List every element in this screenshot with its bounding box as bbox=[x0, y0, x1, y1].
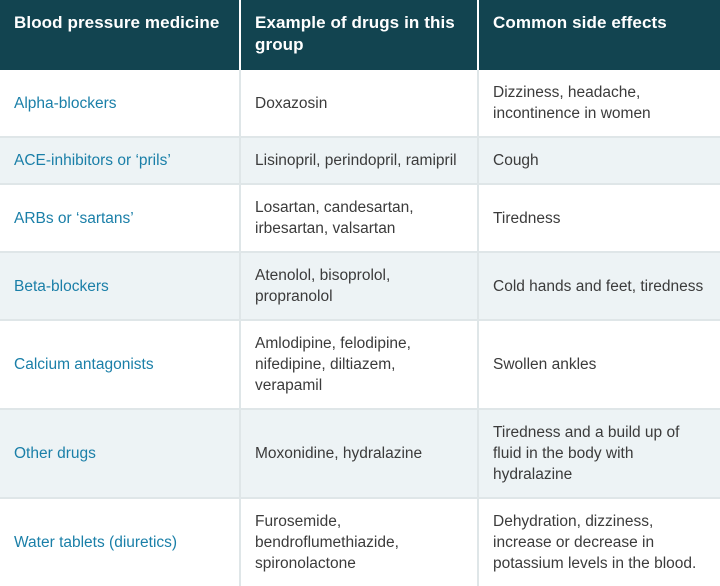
cell-examples: Doxazosin bbox=[240, 70, 478, 137]
cell-side-effects: Cold hands and feet, tiredness bbox=[478, 252, 720, 320]
table-row bbox=[0, 137, 720, 184]
cell-examples: Atenolol, bisoprolol, propranolol bbox=[240, 252, 478, 320]
cell-examples: Furosemide, bendroflumethiazide, spironolactone bbox=[240, 498, 478, 586]
cell-medicine: Beta-blockers bbox=[0, 252, 240, 320]
cell-side-effects: Dizziness, headache, incontinence in women bbox=[478, 70, 720, 137]
table-row bbox=[0, 184, 720, 252]
cell-side-effects: Swollen ankles bbox=[478, 320, 720, 409]
cell-examples: Losartan, candesartan, irbesartan, valsartan bbox=[240, 184, 478, 252]
column-header-medicine: Blood pressure medicine bbox=[0, 0, 240, 70]
table-row bbox=[0, 70, 720, 137]
cell-medicine: Water tablets (diuretics) bbox=[0, 498, 240, 586]
cell-medicine: ARBs or ‘sartans’ bbox=[0, 184, 240, 252]
cell-medicine: Other drugs bbox=[0, 409, 240, 498]
cell-side-effects: Tiredness and a build up of fluid in the body with hydralazine bbox=[478, 409, 720, 498]
table-body bbox=[0, 70, 720, 586]
cell-medicine: ACE-inhibitors or ‘prils’ bbox=[0, 137, 240, 184]
table-row bbox=[0, 498, 720, 586]
table-row bbox=[0, 320, 720, 409]
cell-side-effects: Cough bbox=[478, 137, 720, 184]
table-row bbox=[0, 252, 720, 320]
cell-examples: Amlodipine, felodipine, nifedipine, diltiazem, verapamil bbox=[240, 320, 478, 409]
cell-medicine: Alpha-blockers bbox=[0, 70, 240, 137]
column-header-examples: Example of drugs in this group bbox=[240, 0, 478, 70]
cell-side-effects: Tiredness bbox=[478, 184, 720, 252]
cell-side-effects: Dehydration, dizziness, increase or decrease in potassium levels in the blood. bbox=[478, 498, 720, 586]
cell-examples: Lisinopril, perindopril, ramipril bbox=[240, 137, 478, 184]
column-header-side-effects: Common side effects bbox=[478, 0, 720, 70]
table-header-row bbox=[0, 0, 720, 70]
cell-medicine: Calcium antagonists bbox=[0, 320, 240, 409]
table-header bbox=[0, 0, 720, 70]
cell-examples: Moxonidine, hydralazine bbox=[240, 409, 478, 498]
table-row bbox=[0, 409, 720, 498]
